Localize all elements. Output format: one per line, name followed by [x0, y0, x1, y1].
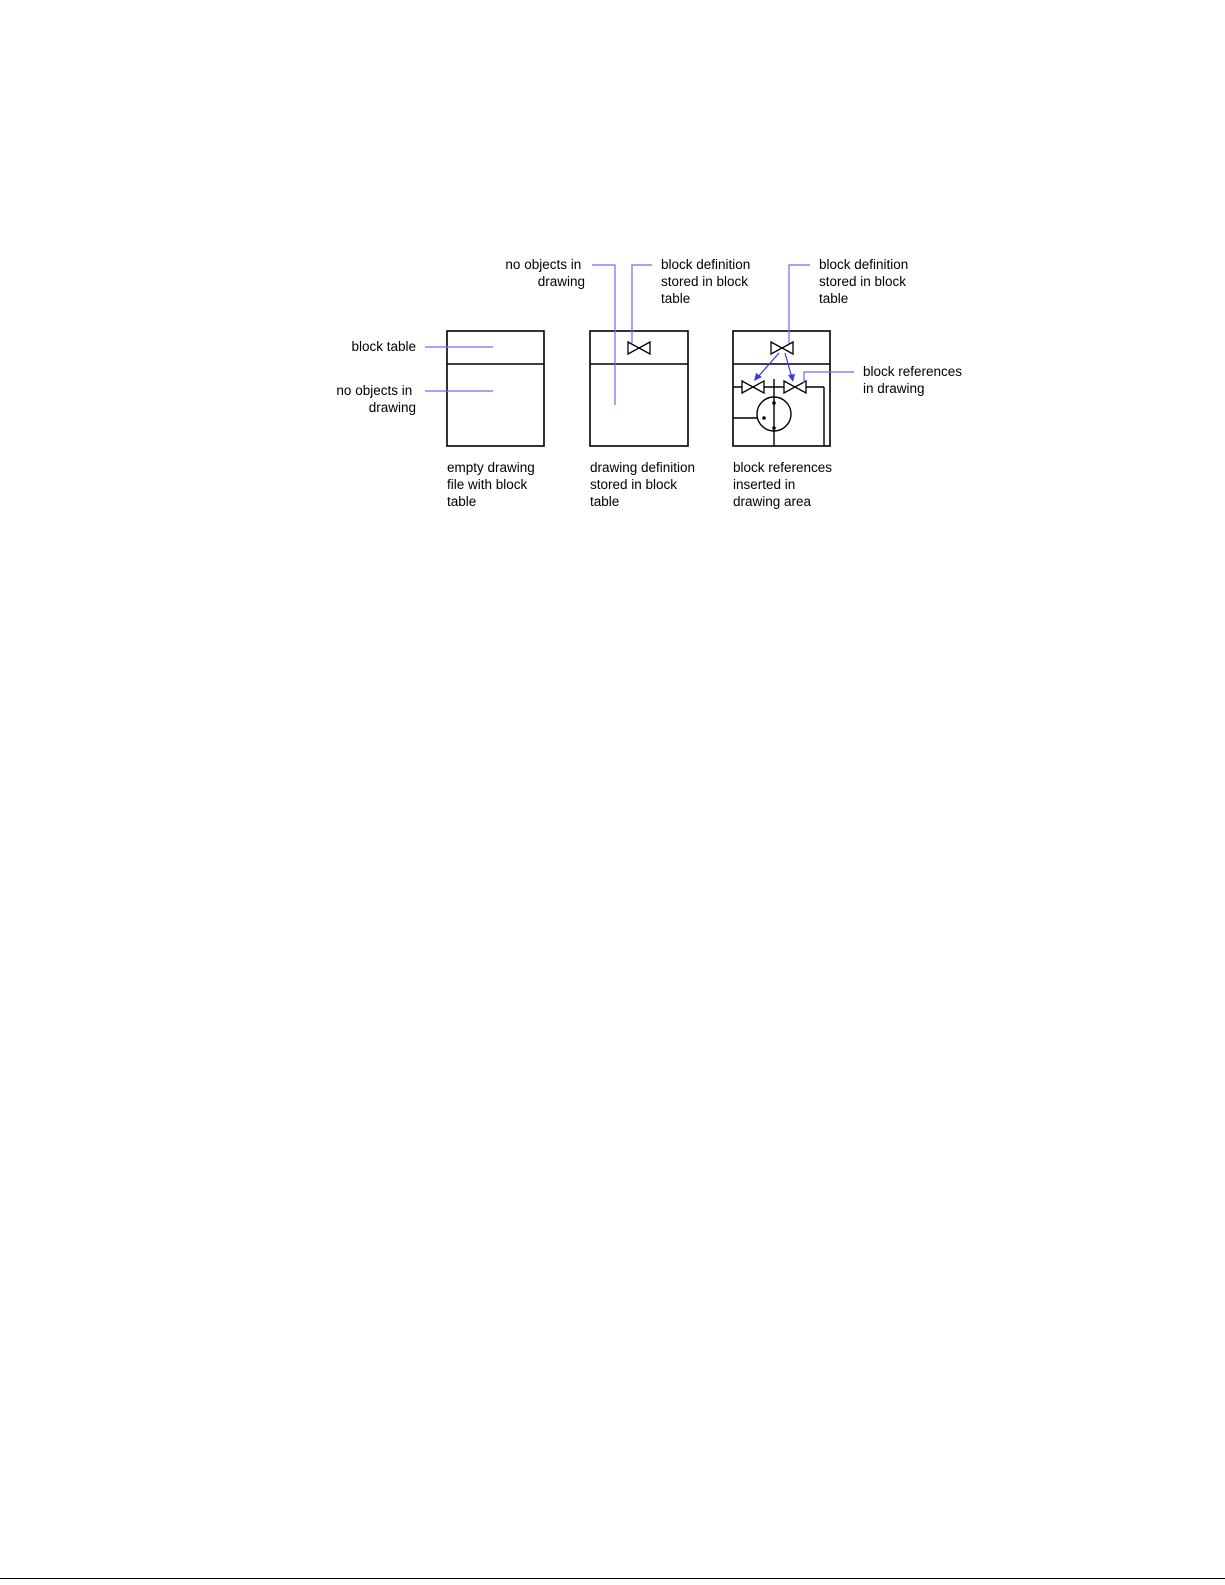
block-definition-label: block definition stored in block table [661, 257, 751, 306]
panel-caption: block references inserted in drawing area [733, 460, 833, 509]
bowtie-valve-icon [628, 342, 650, 354]
arrowhead [788, 374, 795, 382]
page-footer-rule [0, 1578, 1225, 1579]
bowtie-valve-icon [784, 381, 806, 393]
panel-block-references [733, 257, 966, 509]
panel-caption: drawing definition stored in block table [590, 460, 696, 509]
bowtie-valve-icon [742, 381, 764, 393]
no-objects-label: no objects in drawing [336, 383, 416, 415]
panel-block-definition [505, 257, 754, 509]
block-definition-label: block definition stored in block table [819, 257, 909, 306]
reference-arrow [785, 353, 792, 378]
reference-arrow [757, 353, 779, 378]
block-table-label: block table [351, 339, 416, 354]
panel-caption: empty drawing file with block table [447, 460, 535, 509]
bowtie-valve-icon [771, 342, 793, 354]
block-references-leader [804, 372, 854, 383]
no-objects-label: no objects in drawing [505, 257, 585, 289]
block-references-label: block references in drawing [863, 364, 963, 396]
panel-empty-drawing [336, 331, 544, 509]
drawing-file-frame [447, 331, 544, 446]
no-objects-leader [592, 265, 615, 405]
